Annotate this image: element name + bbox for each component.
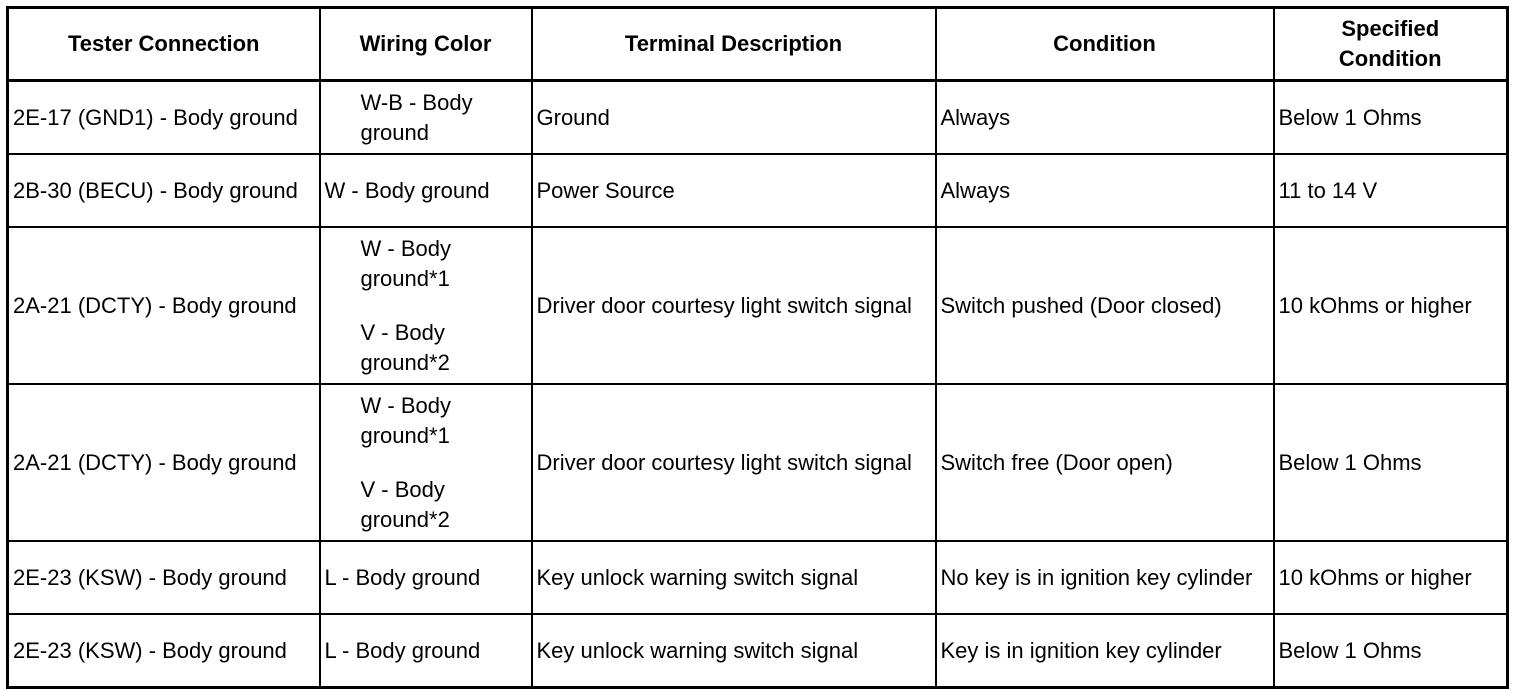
- wiring-color-value: V - Body ground*2: [360, 319, 450, 375]
- wiring-color-value: W - Body ground: [324, 177, 490, 203]
- wiring-color-value: L - Body ground: [324, 564, 481, 590]
- cell-wiring-color: [320, 541, 532, 614]
- table-row: [8, 154, 1508, 227]
- cell-tester-connection: 2E-23 (KSW) - Body ground: [8, 614, 320, 688]
- cell-specified-condition: 11 to 14 V: [1274, 154, 1508, 227]
- cell-specified-condition: Below 1 Ohms: [1274, 81, 1508, 155]
- cell-terminal-description: Key unlock warning switch signal: [532, 614, 936, 688]
- wiring-color-value: V - Body ground*2: [360, 476, 450, 532]
- header-tester-connection: Tester Connection: [8, 8, 320, 81]
- cell-terminal-description: Power Source: [532, 154, 936, 227]
- cell-condition: Always: [936, 81, 1274, 155]
- wiring-color-spacer: [361, 294, 491, 318]
- cell-terminal-description: Key unlock warning switch signal: [532, 541, 936, 614]
- cell-tester-connection: 2A-21 (DCTY) - Body ground: [8, 227, 320, 384]
- cell-wiring-color: [320, 614, 532, 688]
- cell-terminal-description: Driver door courtesy light switch signal: [532, 227, 936, 384]
- header-specified-condition: Specified Condition: [1274, 8, 1508, 81]
- cell-condition: Switch pushed (Door closed): [936, 227, 1274, 384]
- table-row: [8, 614, 1508, 688]
- wiring-color-value: W - Body ground*1: [360, 235, 451, 291]
- header-terminal-description: Terminal Description: [532, 8, 936, 81]
- cell-tester-connection: 2B-30 (BECU) - Body ground: [8, 154, 320, 227]
- cell-specified-condition: 10 kOhms or higher: [1274, 541, 1508, 614]
- cell-condition: Always: [936, 154, 1274, 227]
- table-row: [8, 541, 1508, 614]
- cell-terminal-description: Ground: [532, 81, 936, 155]
- cell-tester-connection: 2E-23 (KSW) - Body ground: [8, 541, 320, 614]
- header-wiring-color: Wiring Color: [320, 8, 532, 81]
- wiring-color-value: W-B - Body ground: [360, 89, 473, 145]
- cell-condition: No key is in ignition key cylinder: [936, 541, 1274, 614]
- header-condition: Condition: [936, 8, 1274, 81]
- cell-condition: Key is in ignition key cylinder: [936, 614, 1274, 688]
- cell-specified-condition: Below 1 Ohms: [1274, 384, 1508, 541]
- cell-terminal-description: Driver door courtesy light switch signal: [532, 384, 936, 541]
- wiring-color-value: W - Body ground*1: [360, 392, 451, 448]
- cell-wiring-color: [320, 81, 532, 155]
- cell-wiring-color: [320, 227, 532, 384]
- table-row: [8, 81, 1508, 155]
- cell-tester-connection: 2A-21 (DCTY) - Body ground: [8, 384, 320, 541]
- table-row: [8, 227, 1508, 384]
- wiring-color-spacer: [361, 451, 491, 475]
- cell-wiring-color: [320, 384, 532, 541]
- cell-tester-connection: 2E-17 (GND1) - Body ground: [8, 81, 320, 155]
- wiring-color-value: L - Body ground: [324, 637, 481, 663]
- cell-condition: Switch free (Door open): [936, 384, 1274, 541]
- table-row: [8, 384, 1508, 541]
- cell-specified-condition: Below 1 Ohms: [1274, 614, 1508, 688]
- cell-wiring-color: [320, 154, 532, 227]
- terminal-spec-table: [6, 6, 1509, 689]
- spec-table-container: [6, 6, 1509, 689]
- cell-specified-condition: 10 kOhms or higher: [1274, 227, 1508, 384]
- header-row: [8, 8, 1508, 81]
